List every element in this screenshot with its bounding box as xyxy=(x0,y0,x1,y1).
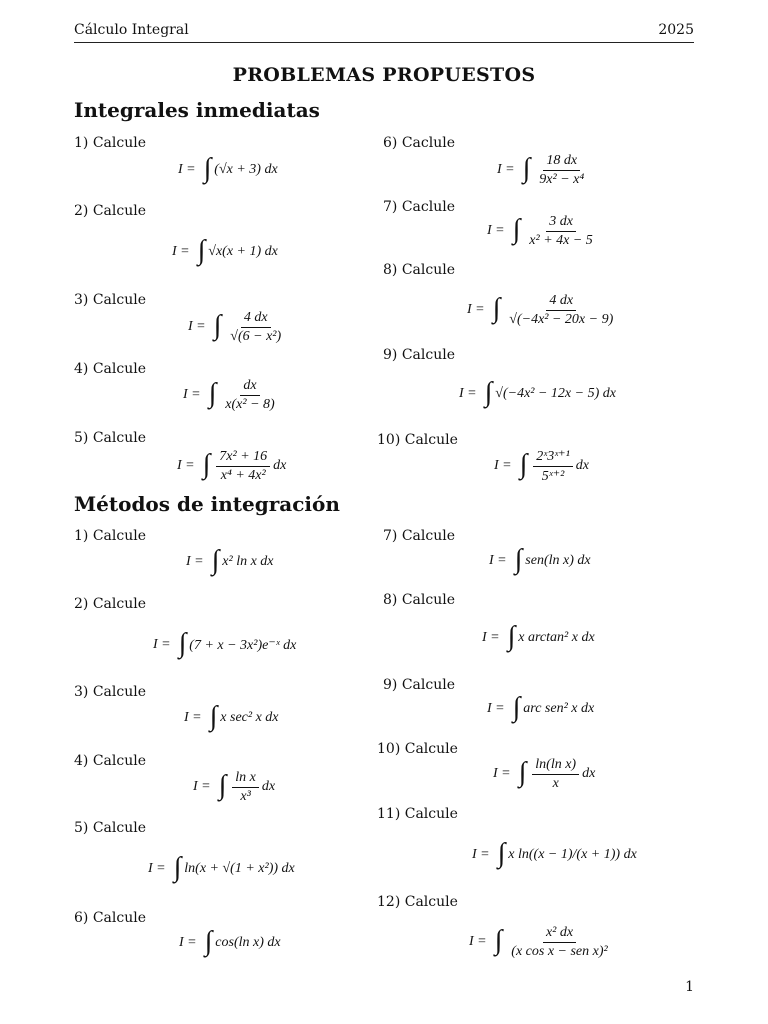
equation-lhs: I = xyxy=(487,223,505,238)
problem-item xyxy=(74,203,146,219)
integrand: x ln((x − 1)/(x + 1)) dx xyxy=(508,847,637,862)
equation-lhs: I = xyxy=(172,244,190,259)
fraction-numerator: ln(ln x) xyxy=(532,757,579,775)
fraction-numerator: 2ˣ3ˣ⁺¹ xyxy=(533,448,573,467)
equation-lhs: I = xyxy=(193,779,211,794)
problem-equation xyxy=(497,150,590,190)
integral-sign-icon: ∫ xyxy=(218,770,227,801)
integrand-fraction xyxy=(533,448,573,485)
problem-equation xyxy=(184,698,279,738)
problem-equation xyxy=(179,923,281,963)
integral-sign-icon: ∫ xyxy=(507,621,516,652)
problem-label: 2) Calcule xyxy=(74,203,146,219)
equation-lhs: I = xyxy=(184,710,202,725)
integrand: arc sen² x dx xyxy=(523,701,595,716)
integral-sign-icon: ∫ xyxy=(512,214,521,245)
problem-item xyxy=(74,528,146,544)
integral-sign-icon: ∫ xyxy=(497,838,506,869)
integrand-fraction xyxy=(532,757,579,792)
problem-label: 3) Calcule xyxy=(74,292,146,308)
integral-sign-icon: ∫ xyxy=(519,449,528,480)
problem-equation xyxy=(494,446,589,486)
integrand: √(−4x² − 12x − 5) dx xyxy=(495,386,616,401)
integral-sign-icon: ∫ xyxy=(202,449,211,480)
integral-sign-icon: ∫ xyxy=(211,545,220,576)
integrand-fraction xyxy=(506,293,616,328)
problem-equation xyxy=(183,375,281,415)
problem-label: 10) Calcule xyxy=(377,432,458,448)
integrand-differential: dx xyxy=(261,779,276,794)
problem-label: 8) Calcule xyxy=(383,262,455,278)
equation-lhs: I = xyxy=(489,553,507,568)
problem-equation xyxy=(482,618,595,658)
integral-sign-icon: ∫ xyxy=(484,377,493,408)
equation-lhs: I = xyxy=(493,766,511,781)
problem-label: 5) Calcule xyxy=(74,430,146,446)
problem-label: 6) Caclule xyxy=(383,135,455,151)
problem-label: 10) Calcule xyxy=(377,741,458,757)
integral-sign-icon: ∫ xyxy=(197,235,206,266)
integrand: sen(ln x) dx xyxy=(525,553,591,568)
equation-lhs: I = xyxy=(186,554,204,569)
integral-sign-icon: ∫ xyxy=(213,310,222,341)
fraction-numerator: x² dx xyxy=(543,925,576,943)
integral-sign-icon: ∫ xyxy=(173,852,182,883)
problem-equation xyxy=(148,849,295,889)
problem-item xyxy=(74,753,146,769)
problem-label: 12) Calcule xyxy=(377,894,458,910)
equation-lhs: I = xyxy=(472,847,490,862)
integrand-fraction xyxy=(232,770,259,805)
problem-item xyxy=(74,292,146,308)
problem-item xyxy=(74,361,146,377)
integral-sign-icon: ∫ xyxy=(494,925,503,956)
integrand: x² ln x dx xyxy=(222,554,274,569)
problem-equation xyxy=(487,689,594,729)
problem-equation xyxy=(178,150,278,190)
problem-item xyxy=(383,347,455,363)
fraction-denominator: (x cos x − sen x)² xyxy=(511,943,608,959)
problem-label: 5) Calcule xyxy=(74,820,146,836)
section-title-metodos: Métodos de integración xyxy=(74,492,340,516)
page-number: 1 xyxy=(685,979,694,995)
integral-sign-icon: ∫ xyxy=(178,628,187,659)
problem-label: 6) Calcule xyxy=(74,910,146,926)
fraction-numerator: 7x² + 16 xyxy=(216,449,270,467)
integrand-differential: dx xyxy=(582,766,596,781)
problem-label: 4) Calcule xyxy=(74,361,146,377)
integral-sign-icon: ∫ xyxy=(204,926,213,957)
problem-item xyxy=(383,135,455,151)
equation-lhs: I = xyxy=(497,162,515,177)
equation-lhs: I = xyxy=(482,630,500,645)
section-title-inmediatas: Integrales inmediatas xyxy=(74,98,320,122)
integrand-fraction xyxy=(536,153,587,188)
problem-label: 4) Calcule xyxy=(74,753,146,769)
problem-item xyxy=(383,592,455,608)
fraction-numerator: 4 dx xyxy=(546,293,576,311)
problem-label: 7) Calcule xyxy=(383,528,455,544)
integrand-differential: dx xyxy=(575,458,589,473)
equation-lhs: I = xyxy=(467,302,485,317)
problem-label: 9) Calcule xyxy=(383,677,455,693)
equation-lhs: I = xyxy=(183,387,201,402)
integrand-differential: dx xyxy=(273,458,287,473)
integral-sign-icon: ∫ xyxy=(522,153,531,184)
problem-label: 9) Calcule xyxy=(383,347,455,363)
fraction-denominator: x xyxy=(552,775,559,791)
problem-item xyxy=(377,806,458,822)
problem-item xyxy=(74,910,146,926)
problem-label: 7) Caclule xyxy=(383,199,455,215)
integrand: √x(x + 1) dx xyxy=(208,244,278,259)
equation-lhs: I = xyxy=(179,935,197,950)
problem-item xyxy=(383,677,455,693)
problem-equation xyxy=(459,374,616,414)
problem-item xyxy=(377,894,458,910)
fraction-denominator: 9x² − x⁴ xyxy=(539,171,585,187)
fraction-denominator: x(x² − 8) xyxy=(225,396,275,412)
problem-item xyxy=(74,430,146,446)
fraction-denominator: 5ˣ⁺² xyxy=(541,468,565,484)
problem-equation xyxy=(172,232,278,272)
header-right: 2025 xyxy=(658,22,694,38)
equation-lhs: I = xyxy=(148,861,166,876)
fraction-numerator: ln x xyxy=(232,770,259,788)
integrand-fraction xyxy=(227,310,284,345)
integrand-fraction xyxy=(508,925,610,960)
problem-equation xyxy=(153,625,296,665)
problem-label: 1) Calcule xyxy=(74,528,146,544)
problem-item xyxy=(383,528,455,544)
integrand: (7 + x − 3x²)e⁻ˣ dx xyxy=(189,637,297,653)
integrand: (√x + 3) dx xyxy=(214,162,278,177)
equation-lhs: I = xyxy=(469,934,487,949)
integral-sign-icon: ∫ xyxy=(208,378,217,409)
problem-equation xyxy=(493,754,595,794)
equation-lhs: I = xyxy=(177,458,195,473)
problem-equation xyxy=(467,290,619,330)
equation-lhs: I = xyxy=(178,162,196,177)
problem-equation xyxy=(186,542,274,582)
fraction-numerator: 4 dx xyxy=(241,310,271,328)
problem-label: 3) Calcule xyxy=(74,684,146,700)
integral-sign-icon: ∫ xyxy=(512,692,521,723)
fraction-denominator: √(6 − x²) xyxy=(230,328,282,344)
page-header xyxy=(74,22,694,43)
integral-sign-icon: ∫ xyxy=(203,153,212,184)
problem-item xyxy=(74,135,146,151)
equation-lhs: I = xyxy=(153,637,171,652)
equation-lhs: I = xyxy=(487,701,505,716)
integral-sign-icon: ∫ xyxy=(514,544,523,575)
fraction-numerator: 3 dx xyxy=(546,214,576,232)
integrand-fraction xyxy=(216,449,270,484)
problem-item xyxy=(74,684,146,700)
equation-lhs: I = xyxy=(494,458,512,473)
problem-label: 1) Calcule xyxy=(74,135,146,151)
problem-item xyxy=(377,432,458,448)
equation-lhs: I = xyxy=(459,386,477,401)
problem-equation xyxy=(472,835,637,875)
integrand-fraction xyxy=(526,214,596,249)
integral-sign-icon: ∫ xyxy=(492,293,501,324)
problem-label: 8) Calcule xyxy=(383,592,455,608)
problem-item xyxy=(74,596,146,612)
integrand: x sec² x dx xyxy=(220,710,279,725)
integrand: cos(ln x) dx xyxy=(215,935,281,950)
integral-sign-icon: ∫ xyxy=(518,757,527,788)
integral-sign-icon: ∫ xyxy=(209,701,218,732)
fraction-denominator: √(−4x² − 20x − 9) xyxy=(509,311,614,327)
fraction-denominator: x⁴ + 4x² xyxy=(220,467,266,483)
fraction-denominator: x³ xyxy=(240,788,251,804)
problem-item xyxy=(383,262,455,278)
page-title: PROBLEMAS PROPUESTOS xyxy=(232,64,536,86)
integrand: ln(x + √(1 + x²)) dx xyxy=(184,861,295,876)
problem-equation xyxy=(188,307,287,347)
fraction-numerator: 18 dx xyxy=(543,153,580,171)
problem-equation xyxy=(487,211,599,251)
integrand-fraction xyxy=(222,378,277,413)
equation-lhs: I = xyxy=(188,319,206,334)
fraction-numerator: dx xyxy=(240,378,259,396)
problem-item xyxy=(377,741,458,757)
problem-label: 2) Calcule xyxy=(74,596,146,612)
problem-equation xyxy=(489,541,591,581)
problem-equation xyxy=(469,922,614,962)
problem-label: 11) Calcule xyxy=(377,806,458,822)
problem-equation xyxy=(177,446,286,486)
problem-item xyxy=(383,199,455,215)
fraction-denominator: x² + 4x − 5 xyxy=(529,232,593,248)
problem-item xyxy=(74,820,146,836)
integrand: x arctan² x dx xyxy=(518,630,595,645)
problem-equation xyxy=(193,767,275,807)
header-left: Cálculo Integral xyxy=(74,22,189,38)
